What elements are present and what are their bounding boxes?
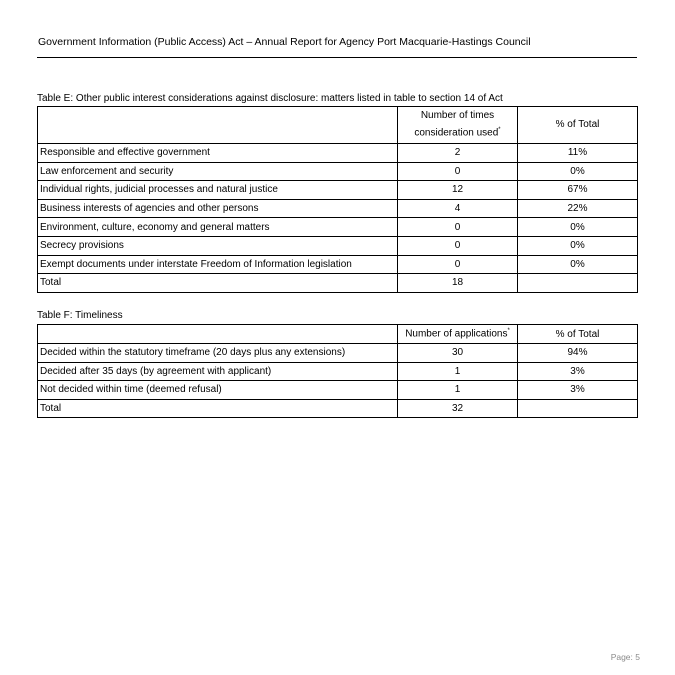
row-count: 1 — [398, 381, 518, 400]
row-label: Exempt documents under interstate Freedom of Information legislation — [38, 255, 398, 274]
table-row — [38, 199, 638, 218]
total-label: Total — [38, 274, 398, 293]
row-count: 0 — [398, 162, 518, 181]
table-row — [38, 381, 638, 400]
row-percent: 22% — [518, 199, 638, 218]
row-label: Responsible and effective government — [38, 144, 398, 163]
row-count: 12 — [398, 181, 518, 200]
table-total-row — [38, 399, 638, 418]
page-number: Page: 5 — [610, 652, 640, 662]
row-percent: 0% — [518, 255, 638, 274]
table-row — [38, 181, 638, 200]
table-f-caption: Table F: Timeliness — [37, 310, 123, 321]
row-label: Decided after 35 days (by agreement with applicant) — [38, 362, 398, 381]
total-percent-empty — [518, 274, 638, 293]
row-count: 2 — [398, 144, 518, 163]
total-count: 18 — [398, 274, 518, 293]
report-header-title: Government Information (Public Access) Act – Annual Report for Agency Port Macquarie-Hastings Council — [38, 36, 531, 48]
row-count: 30 — [398, 344, 518, 363]
table-row — [38, 236, 638, 255]
table-row — [38, 344, 638, 363]
total-percent-empty — [518, 399, 638, 418]
table-total-row — [38, 274, 638, 293]
table-row — [38, 218, 638, 237]
row-percent: 0% — [518, 218, 638, 237]
row-percent: 94% — [518, 344, 638, 363]
row-percent: 0% — [518, 162, 638, 181]
row-count: 0 — [398, 236, 518, 255]
table-f-header-percent: % of Total — [518, 325, 638, 344]
total-count: 32 — [398, 399, 518, 418]
header-divider — [37, 57, 637, 58]
table-f — [37, 324, 638, 418]
row-percent: 67% — [518, 181, 638, 200]
table-row — [38, 255, 638, 274]
table-f-header-count-label: Number of applications — [405, 328, 508, 340]
row-count: 1 — [398, 362, 518, 381]
table-row — [38, 162, 638, 181]
table-e-caption: Table E: Other public interest considerations against disclosure: matters listed in table to section 14 of Act — [37, 93, 503, 104]
row-label: Law enforcement and security — [38, 162, 398, 181]
table-f-header-footnote-mark: * — [507, 328, 510, 335]
table-e-header-percent: % of Total — [518, 107, 638, 144]
row-label: Not decided within time (deemed refusal) — [38, 381, 398, 400]
table-row — [38, 362, 638, 381]
row-count: 4 — [398, 199, 518, 218]
row-label: Individual rights, judicial processes and natural justice — [38, 181, 398, 200]
row-percent: 0% — [518, 236, 638, 255]
row-label: Environment, culture, economy and general matters — [38, 218, 398, 237]
row-count: 0 — [398, 255, 518, 274]
table-e-header-count-line2: consideration used — [414, 127, 499, 139]
table-e — [37, 106, 638, 293]
table-e-header-blank — [38, 107, 398, 144]
table-e-header-count — [398, 107, 518, 144]
row-label: Decided within the statutory timeframe (20 days plus any extensions) — [38, 344, 398, 363]
row-percent: 11% — [518, 144, 638, 163]
table-e-header-footnote-mark: * — [498, 127, 501, 134]
row-percent: 3% — [518, 381, 638, 400]
table-e-header-count-line1: Number of times — [420, 110, 495, 122]
row-label: Secrecy provisions — [38, 236, 398, 255]
table-f-header-count — [398, 325, 518, 344]
row-label: Business interests of agencies and other persons — [38, 199, 398, 218]
total-label: Total — [38, 399, 398, 418]
table-f-header-blank — [38, 325, 398, 344]
row-count: 0 — [398, 218, 518, 237]
table-row — [38, 144, 638, 163]
row-percent: 3% — [518, 362, 638, 381]
